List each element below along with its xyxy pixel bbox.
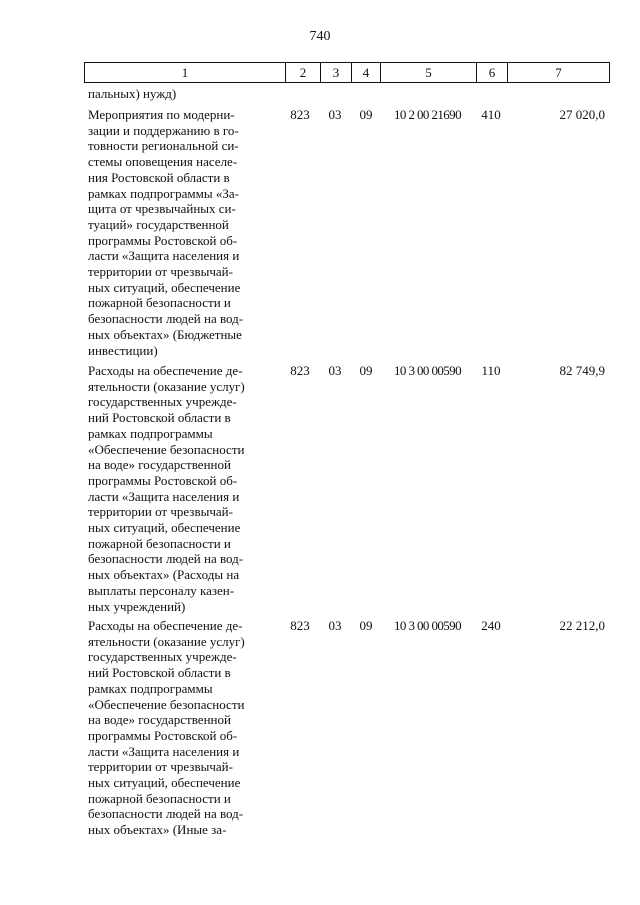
row-2-col-2: 823 [290, 363, 310, 378]
description-line: ных объектах» (Бюджетные [88, 326, 242, 342]
row-3-col-3: 03 [328, 618, 342, 633]
row-2-col-5: 10 3 00 00590 [394, 363, 461, 378]
description-line: программы Ростовской об- [88, 727, 238, 743]
description-line: ных объектах» (Иные за- [88, 822, 227, 838]
description-line: «Обеспечение безопасности [88, 696, 245, 712]
column-header-6: 6 [476, 63, 507, 82]
column-header-1: 1 [181, 65, 189, 80]
description-line: ных ситуаций, обеспечение [88, 279, 241, 295]
description-line: ласти «Защита населения и [88, 488, 240, 504]
row-1-col-7: 27 020,0 [559, 107, 605, 122]
description-line: территории от чрезвычай- [88, 759, 233, 775]
row-3-col-5: 10 3 00 00590 [394, 618, 461, 633]
column-header-4: 4 [351, 63, 380, 82]
row-2-description [88, 363, 278, 614]
description-line: территории от чрезвычай- [88, 504, 233, 520]
row-1-col-6: 410 [481, 107, 501, 122]
description-line: ятельности (оказание услуг) [88, 378, 245, 394]
description-line: ния Ростовской области в [88, 169, 230, 185]
row-2-col-3: 03 [328, 363, 342, 378]
description-line: товности региональной си- [88, 138, 239, 154]
row-3-col-7: 22 212,0 [559, 618, 605, 633]
description-line: стемы оповещения населе- [88, 154, 238, 170]
description-line: пожарной безопасности и [88, 790, 231, 806]
description-line: ных объектах» (Расходы на [88, 567, 240, 583]
description-line: государственных учрежде- [88, 649, 237, 665]
description-line: «Обеспечение безопасности [88, 441, 245, 457]
column-header-3: 3 [320, 63, 351, 82]
description-line: ласти «Защита населения и [88, 743, 240, 759]
row-1-description [88, 107, 278, 358]
row-1-col-2: 823 [290, 107, 310, 122]
description-line: программы Ростовской об- [88, 232, 238, 248]
description-line: государственных учрежде- [88, 394, 237, 410]
description-line: инвестиции) [88, 342, 158, 358]
row-3-col-4: 09 [359, 618, 373, 633]
description-line: программы Ростовской об- [88, 472, 238, 488]
row-2-col-6: 110 [481, 363, 501, 378]
description-line: территории от чрезвычай- [88, 264, 233, 280]
column-header-7: 7 [507, 63, 609, 82]
description-line: зации и поддержанию в го- [88, 122, 239, 138]
description-line: пожарной безопасности и [88, 535, 231, 551]
description-line: ний Ростовской области в [88, 410, 231, 426]
description-line: ных ситуаций, обеспечение [88, 775, 241, 791]
description-line: рамках подпрограммы [88, 425, 213, 441]
description-line: ласти «Защита населения и [88, 248, 240, 264]
description-line: на воде» государственной [88, 457, 231, 473]
row-2-col-7: 82 749,9 [559, 363, 605, 378]
description-line: ятельности (оказание услуг) [88, 633, 245, 649]
description-line: рамках подпрограммы [88, 680, 213, 696]
row-3-col-6: 240 [481, 618, 501, 633]
description-line: безопасности людей на вод- [88, 806, 244, 822]
description-line: на воде» государственной [88, 712, 231, 728]
description-line: рамках подпрограммы «За- [88, 185, 239, 201]
column-header-5: 5 [380, 63, 476, 82]
description-line: безопасности людей на вод- [88, 311, 244, 327]
row-1-col-5: 10 2 00 21690 [394, 107, 461, 122]
description-line: ных учреждений) [88, 598, 186, 614]
description-line: выплаты персоналу казен- [88, 582, 235, 598]
row-3-col-2: 823 [290, 618, 310, 633]
description-line: ний Ростовской области в [88, 665, 231, 681]
page-number: 740 [309, 29, 331, 44]
description-line: пожарной безопасности и [88, 295, 231, 311]
row-3-description [88, 618, 278, 838]
description-line: Расходы на обеспечение де- [88, 363, 243, 378]
description-line: Мероприятия по модерни- [88, 107, 235, 122]
description-line: Расходы на обеспечение де- [88, 618, 243, 633]
description-line: безопасности людей на вод- [88, 551, 244, 567]
column-header-row [84, 62, 610, 83]
description-line: туаций» государственной [88, 216, 229, 232]
row-2-col-4: 09 [359, 363, 373, 378]
description-line: ных ситуаций, обеспечение [88, 520, 241, 536]
description-line: щита от чрезвычайных си- [88, 201, 236, 217]
row-1-col-3: 03 [328, 107, 342, 122]
column-header-2: 2 [285, 63, 320, 82]
continuation-text: пальных) нужд) [88, 86, 177, 101]
row-1-col-4: 09 [359, 107, 373, 122]
